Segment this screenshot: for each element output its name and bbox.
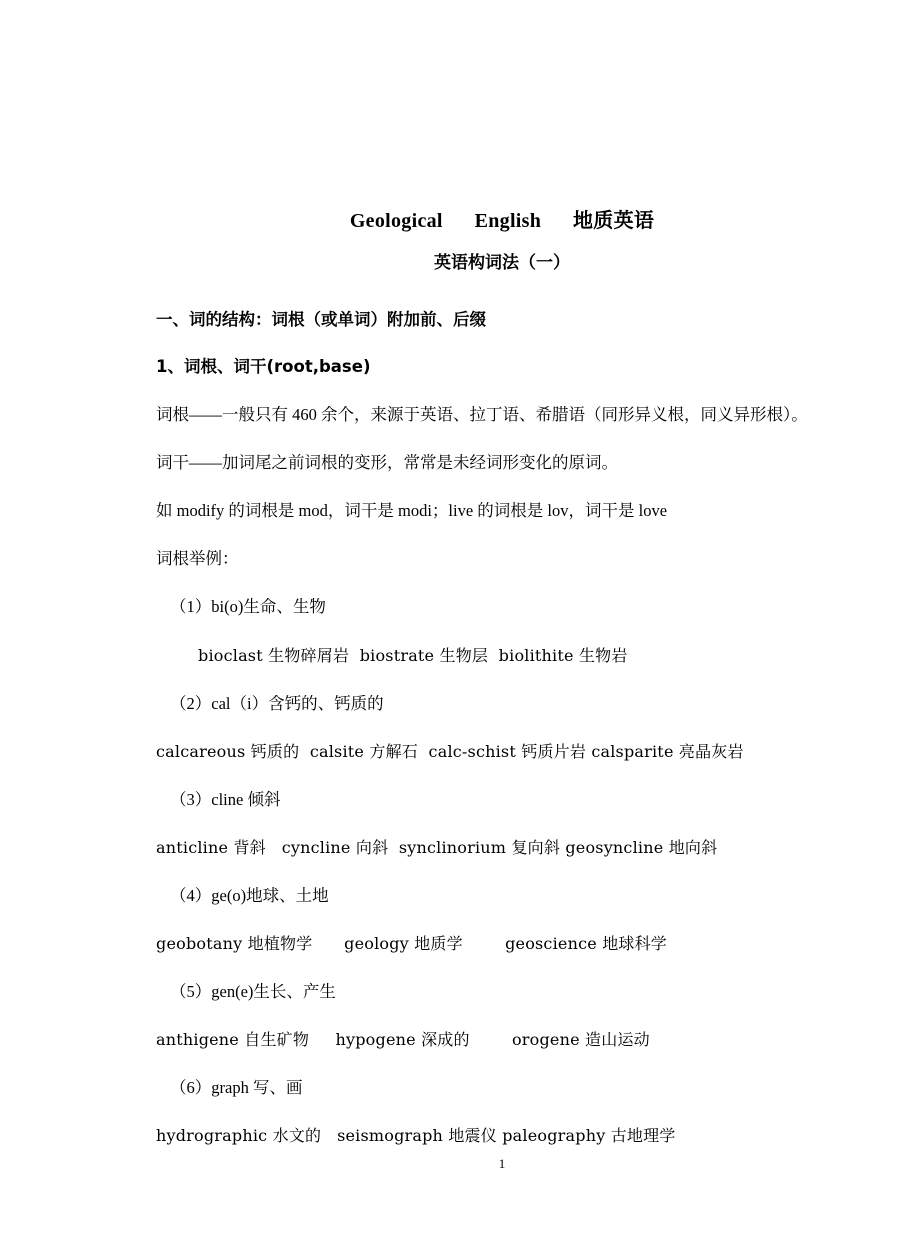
root-entry-4-terms: geobotany 地植物学 geology 地质学 geoscience 地球科学	[156, 934, 668, 953]
page-number: 1	[498, 1156, 506, 1171]
root-entry-3-header: （3）cline 倾斜	[170, 790, 281, 809]
paragraph-stem-definition: 词干——加词尾之前词根的变形，常常是未经词形变化的原词。	[156, 453, 618, 472]
subsection-heading-root-stem: 1、词根、词干(root,base)	[156, 357, 371, 376]
root-entry-3-terms: anticline 背斜 cyncline 向斜 synclinorium 复向斜 geosyncline 地向斜	[156, 838, 718, 857]
root-entry-2-header: （2）cal（i）含钙的、钙质的	[170, 694, 384, 713]
root-entry-6-header: （6）graph 写、画	[170, 1078, 303, 1097]
root-entry-6-terms: hydrographic 水文的 seismograph 地震仪 paleography 古地理学	[156, 1126, 676, 1145]
page-subtitle: 英语构词法（一）	[434, 253, 570, 273]
paragraph-root-definition: 词根——一般只有 460 余个，来源于英语、拉丁语、希腊语（同形异义根，同义异形根）。	[156, 405, 808, 424]
root-entry-1-terms: bioclast 生物碎屑岩 biostrate 生物层 biolithite 生物岩	[198, 646, 628, 665]
root-entry-4-header: （4）ge(o)地球、土地	[170, 886, 329, 905]
root-entry-5-terms: anthigene 自生矿物 hypogene 深成的 orogene 造山运动	[156, 1030, 650, 1049]
root-entry-5-header: （5）gen(e)生长、产生	[170, 982, 336, 1001]
section-heading-word-structure: 一、词的结构：词根（或单词）附加前、后缀	[156, 310, 486, 329]
paragraph-example-modify-live: 如 modify 的词根是 mod，词干是 modi；live 的词根是 lov，词干是 love	[156, 501, 668, 520]
root-entry-2-terms: calcareous 钙质的 calsite 方解石 calc-schist 钙质片岩 calsparite 亮晶灰岩	[156, 742, 744, 761]
page-title: Geological English 地质英语	[349, 210, 655, 232]
root-entry-1-header: （1）bi(o)生命、生物	[170, 597, 326, 616]
label-root-examples: 词根举例：	[156, 549, 239, 568]
